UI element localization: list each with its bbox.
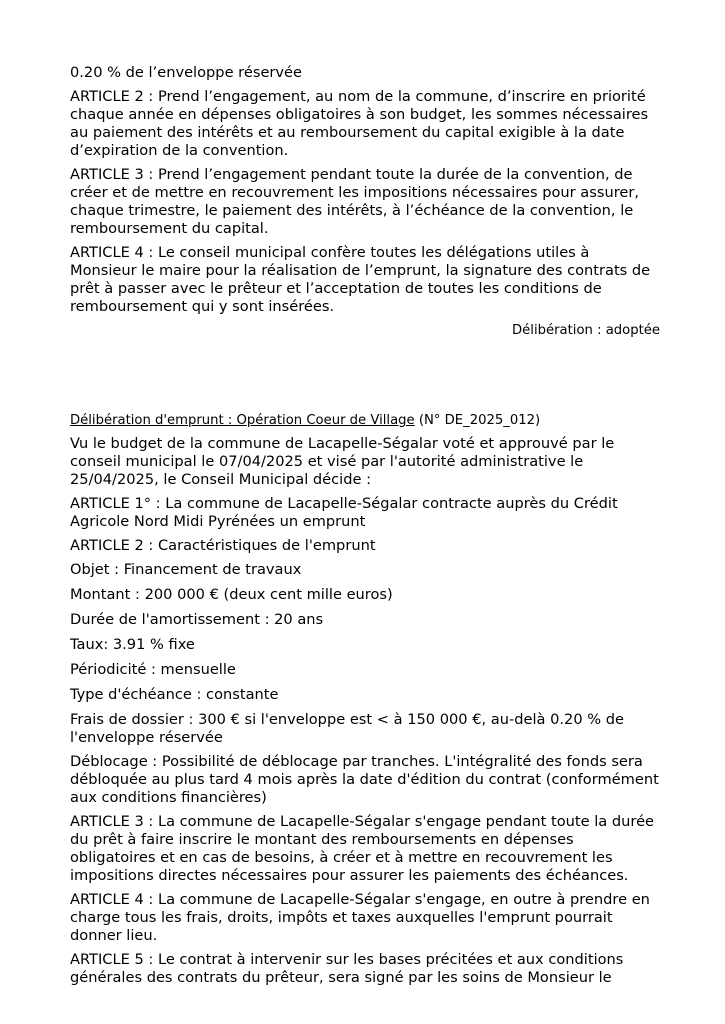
paragraph-article-1: ARTICLE 1° : La commune de Lacapelle-Ségalar contracte auprès du Crédit Agricole Nord Midi Pyrénées un emprunt [70, 495, 618, 530]
paragraph-article-3: ARTICLE 3 : La commune de Lacapelle-Ségalar s'engage pendant toute la durée du prêt à faire inscrire le montant des remboursements en dépenses obligatoires et en cas de besoins, à créer et à mettre en recouvrement les impositions directes nécessaires pour assurer les paiements des échéances. [70, 813, 655, 884]
loan-maturity-type: Type d'échéance : constante [70, 686, 279, 703]
deliberation-verdict: Délibération : adoptée [512, 323, 660, 338]
paragraph-article-3-commitment: ARTICLE 3 : Prend l’engagement pendant toute la durée de la convention, de créer et de mettre en recouvrement les impositions nécessaires pour assurer, chaque trimestre, le paiement des intérêts, à l’échéance de la convention, le remboursement du capital. [70, 166, 639, 237]
paragraph-envelope-rate: 0.20 % de l’enveloppe réservée [70, 64, 303, 81]
deliberation-title [70, 412, 660, 429]
loan-duration: Durée de l'amortissement : 20 ans [70, 611, 324, 628]
loan-object: Objet : Financement de travaux [70, 561, 302, 578]
document-page [70, 64, 660, 993]
loan-amount: Montant : 200 000 € (deux cent mille euros) [70, 586, 393, 603]
section-spacer [70, 346, 660, 412]
paragraph-article-4-delegations: ARTICLE 4 : Le conseil municipal confère toutes les délégations utiles à Monsieur le maire pour la réalisation de l’emprunt, la signature des contrats de prêt à passer avec le prêteur et l’acceptation de toutes les conditions de remboursement qui y sont insérées. [70, 244, 651, 315]
loan-rate: Taux: 3.91 % fixe [70, 636, 195, 653]
loan-fees: Frais de dossier : 300 € si l'enveloppe est < à 150 000 €, au-delà 0.20 % de l'enveloppe réservée [70, 711, 624, 746]
deliberation-title-text: Délibération d'emprunt : Opération Coeur de Village [70, 413, 415, 428]
paragraph-intro: Vu le budget de la commune de Lacapelle-Ségalar voté et approuvé par le conseil municipal le 07/04/2025 et visé par l'autorité administrative le 25/04/2025, le Conseil Municipal décide : [70, 435, 615, 488]
loan-periodicity: Périodicité : mensuelle [70, 661, 236, 678]
paragraph-article-2-heading: ARTICLE 2 : Caractéristiques de l'emprunt [70, 537, 376, 554]
paragraph-article-5: ARTICLE 5 : Le contrat à intervenir sur les bases précitées et aux conditions générales des contrats du prêteur, sera signé par les soins de Monsieur le [70, 951, 624, 986]
paragraph-article-2-commitment: ARTICLE 2 : Prend l’engagement, au nom de la commune, d’inscrire en priorité chaque année en dépenses obligatoires à son budget, les sommes nécessaires au paiement des intérêts et au remboursement du capital exigible à la date d’expiration de la convention. [70, 88, 649, 159]
loan-release: Déblocage : Possibilité de déblocage par tranches. L'intégralité des fonds sera débloquée au plus tard 4 mois après la date d'édition du contrat (conformément aux conditions financières) [70, 753, 659, 806]
paragraph-article-4: ARTICLE 4 : La commune de Lacapelle-Ségalar s'engage, en outre à prendre en charge tous les frais, droits, impôts et taxes auxquelles l'emprunt pourrait donner lieu. [70, 891, 650, 944]
deliberation-reference: (N° DE_2025_012) [414, 413, 541, 428]
